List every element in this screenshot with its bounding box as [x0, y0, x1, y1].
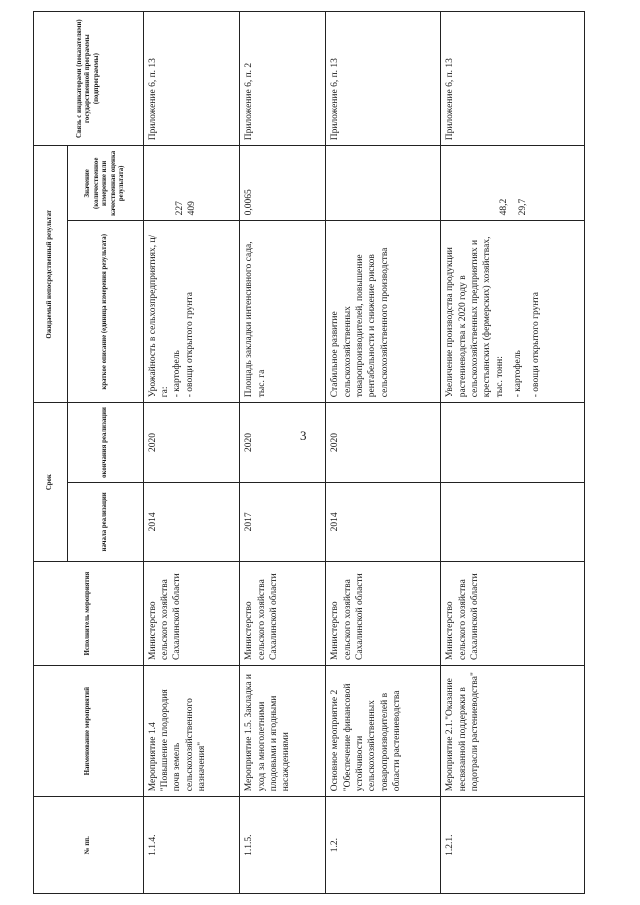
header-term-start: начала реализации	[67, 482, 143, 561]
row-start: 2014	[143, 482, 240, 561]
activities-table	[33, 11, 585, 894]
row-link: Приложение 6, п. 13	[143, 12, 240, 146]
row-name: Мероприятие 2.1."Оказание несвязанной поддержки в подотрасли растениеводства"	[441, 665, 585, 796]
row-num: 1.2.	[326, 797, 441, 894]
header-name: Наименование мероприятий	[34, 665, 144, 796]
row-end: 2020	[240, 403, 326, 482]
row-desc	[143, 221, 240, 403]
row-executor: Министерство сельского хозяйства Сахалинской области	[326, 562, 441, 666]
row-executor: Министерство сельского хозяйства Сахалинской области	[441, 562, 585, 666]
row-executor: Министерство сельского хозяйства Сахалинской области	[240, 562, 326, 666]
row-value2: 409	[187, 201, 197, 216]
row-value2: 29,7	[517, 198, 528, 216]
row-start	[441, 482, 585, 561]
header-executor: Исполнитель мероприятия	[34, 562, 144, 666]
row-num: 1.1.5.	[240, 797, 326, 894]
header-term-end: окончания реализации	[67, 403, 143, 482]
header-num: № пп.	[34, 797, 144, 894]
row-value: 0,0065	[240, 146, 326, 221]
row-end: 2020	[143, 403, 240, 482]
header-row-1	[34, 12, 68, 894]
rotated-table-container	[33, 11, 585, 894]
page-number: 3	[300, 428, 307, 443]
row-desc	[441, 221, 585, 403]
row-link: Приложение 6, п. 13	[326, 12, 441, 146]
row-desc-sub1: - картофель	[513, 350, 524, 398]
row-start: 2014	[326, 482, 441, 561]
row-name: Мероприятие 1.5. Закладка и уход за многолетними плодовыми и ягодными насаждениями	[240, 665, 326, 796]
row-desc-sub2: - овощи открытого грунта	[184, 292, 195, 398]
row-value1: 48,2	[499, 198, 510, 216]
row-value	[326, 146, 441, 221]
row-num: 1.1.4.	[143, 797, 240, 894]
row-desc-main: Урожайность в сельхозпредприятиях, ц/га:	[147, 234, 170, 398]
row-desc: Стабильное развитие сельскохозяйственных товаропроизводителей, повышение рентабельности и снижение рисков сельскохозяйственного производства	[326, 221, 441, 403]
table-row	[326, 12, 441, 894]
row-end: 2020	[326, 403, 441, 482]
header-link: Связь с индикаторами (показателями) государственной программы (подпрограммы)	[34, 12, 144, 146]
table-row	[441, 12, 585, 894]
header-result-value: Значение (количественное измерение или качественная оценка результата)	[67, 146, 143, 221]
header-result-desc: краткое описание (единица измерения результата)	[67, 221, 143, 403]
header-term: Срок	[34, 403, 68, 562]
table-row	[240, 12, 326, 894]
row-executor: Министерство сельского хозяйства Сахалинской области	[143, 562, 240, 666]
row-name: Основное мероприятие 2 "Обеспечение финансовой устойчивости сельскохозяйственных товаропроизводителей в области растениеводства	[326, 665, 441, 796]
row-link: Приложение 6, п. 13	[441, 12, 585, 146]
row-desc-sub2: - овощи открытого грунта	[531, 292, 542, 398]
row-value1: 227	[174, 201, 185, 216]
row-value	[143, 146, 240, 221]
row-desc-sub1: - картофель	[172, 350, 183, 398]
row-desc: Площадь закладки интенсивного сада, тыс. га	[240, 221, 326, 403]
row-desc-main: Увеличение производства продукции растениеводства к 2020 году в сельскохозяйственных предприятиях и крестьянских (фермерских) хозяйствах, тыс. тонн:	[445, 236, 505, 398]
header-result: Ожидаемый непосредственный результат	[34, 146, 68, 403]
row-value	[441, 146, 585, 221]
row-num: 1.2.1.	[441, 797, 585, 894]
row-start: 2017	[240, 482, 326, 561]
table-row	[143, 12, 240, 894]
row-link: Приложение 6, п. 2	[240, 12, 326, 146]
row-end	[441, 403, 585, 482]
row-name: Мероприятие 1.4 "Повышение плодородия почв земель сельскохозяйственного назначения"	[143, 665, 240, 796]
